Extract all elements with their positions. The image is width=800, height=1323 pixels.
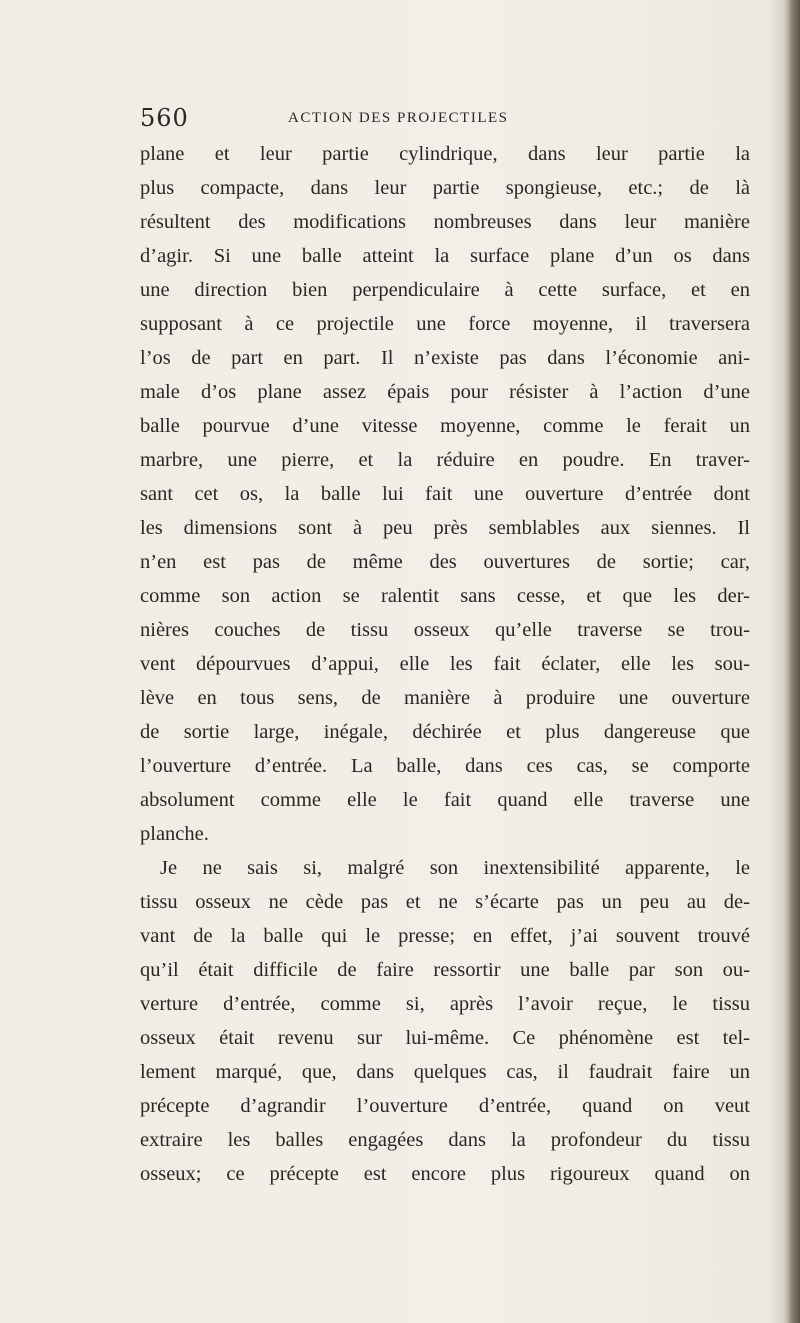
text-line: de sortie large, inégale, déchirée et plus dangereuse que	[140, 721, 750, 743]
text-line: les dimensions sont à peu près semblables aux siennes. Il	[140, 517, 750, 539]
text-line: nières couches de tissu osseux qu’elle traverse se trou-	[140, 619, 750, 641]
text-line: balle pourvue d’une vitesse moyenne, comme le ferait un	[140, 415, 750, 437]
page-header	[140, 104, 740, 134]
text-line: vent dépourvues d’appui, elle les fait éclater, elle les sou-	[140, 653, 750, 675]
text-line: osseux était revenu sur lui-même. Ce phénomène est tel-	[140, 1027, 750, 1049]
text-line: qu’il était difficile de faire ressortir une balle par son ou-	[140, 959, 750, 981]
text-line: supposant à ce projectile une force moyenne, il traversera	[140, 313, 750, 335]
text-line: lève en tous sens, de manière à produire une ouverture	[140, 687, 750, 709]
text-line: plane et leur partie cylindrique, dans leur partie la	[140, 143, 750, 165]
text-line: verture d’entrée, comme si, après l’avoir reçue, le tissu	[140, 993, 750, 1015]
text-line: d’agir. Si une balle atteint la surface plane d’un os dans	[140, 245, 750, 267]
text-line: planche.	[140, 823, 209, 845]
text-line: lement marqué, que, dans quelques cas, il faudrait faire un	[140, 1061, 750, 1083]
body-text	[140, 137, 750, 1191]
page-number: 560	[140, 104, 189, 132]
text-line: marbre, une pierre, et la réduire en poudre. En traver-	[140, 449, 750, 471]
text-line: extraire les balles engagées dans la profondeur du tissu	[140, 1129, 750, 1151]
text-line: l’os de part en part. Il n’existe pas dans l’économie ani-	[140, 347, 750, 369]
text-line: tissu osseux ne cède pas et ne s’écarte pas un peu au de-	[140, 891, 750, 913]
text-line: résultent des modifications nombreuses dans leur manière	[140, 211, 750, 233]
text-line: Je ne sais si, malgré son inextensibilité apparente, le	[160, 857, 750, 879]
text-line: vant de la balle qui le presse; en effet, j’ai souvent trouvé	[140, 925, 750, 947]
text-line: une direction bien perpendiculaire à cette surface, et en	[140, 279, 750, 301]
text-line: osseux; ce précepte est encore plus rigoureux quand on	[140, 1163, 750, 1185]
page-edge-shadow	[786, 0, 800, 1323]
text-line: précepte d’agrandir l’ouverture d’entrée, quand on veut	[140, 1095, 750, 1117]
text-line: plus compacte, dans leur partie spongieuse, etc.; de là	[140, 177, 750, 199]
text-line: l’ouverture d’entrée. La balle, dans ces cas, se comporte	[140, 755, 750, 777]
text-line: n’en est pas de même des ouvertures de sortie; car,	[140, 551, 750, 573]
running-title: ACTION DES PROJECTILES	[288, 110, 509, 126]
text-line: sant cet os, la balle lui fait une ouverture d’entrée dont	[140, 483, 750, 505]
text-line: male d’os plane assez épais pour résister à l’action d’une	[140, 381, 750, 403]
text-line: comme son action se ralentit sans cesse, et que les der-	[140, 585, 750, 607]
text-line: absolument comme elle le fait quand elle traverse une	[140, 789, 750, 811]
